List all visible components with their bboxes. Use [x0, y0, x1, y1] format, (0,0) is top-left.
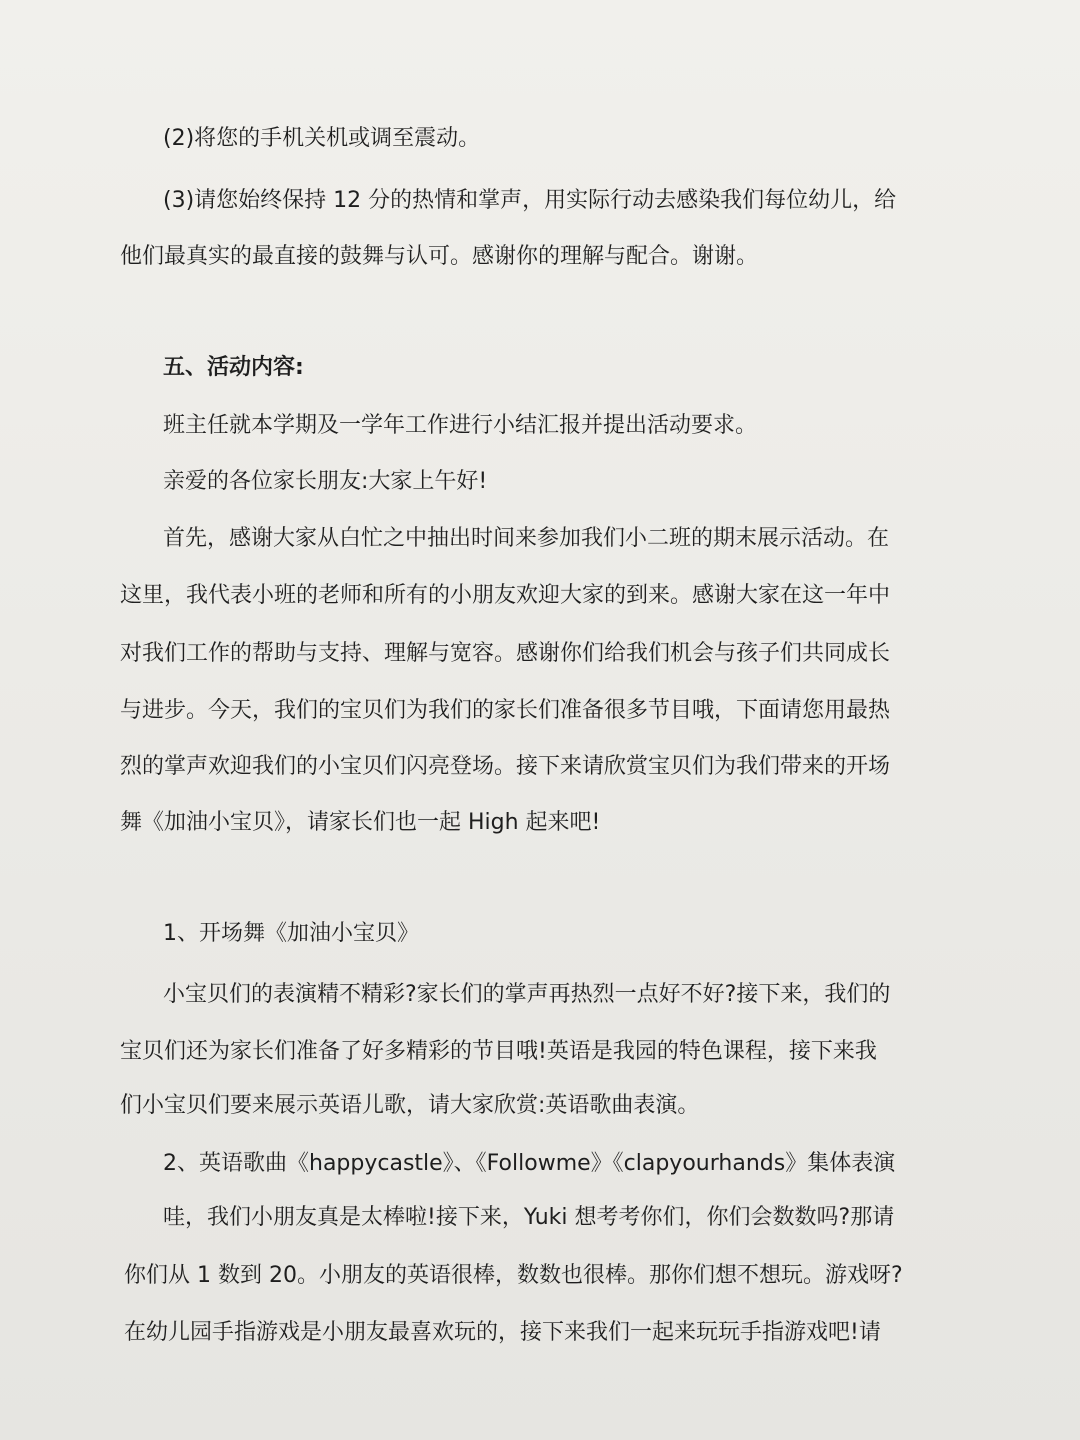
text-line: 宝贝们还为家长们准备了好多精彩的节目哦!英语是我园的特色课程，接下来我 [120, 1039, 877, 1064]
text-line: 烈的掌声欢迎我们的小宝贝们闪亮登场。接下来请欣赏宝贝们为我们带来的开场 [120, 754, 891, 779]
text-line: 们小宝贝们要来展示英语儿歌，请大家欣赏:英语歌曲表演。 [120, 1093, 700, 1118]
text-line: 与进步。今天，我们的宝贝们为我们的家长们准备很多节目哦，下面请您用最热 [120, 698, 891, 723]
text-line: (3)请您始终保持 12 分的热情和掌声，用实际行动去感染我们每位幼儿，给 [163, 188, 897, 213]
item-heading: 1、开场舞《加油小宝贝》 [163, 921, 419, 946]
section-heading: 五、活动内容: [163, 355, 304, 380]
text-line: 对我们工作的帮助与支持、理解与宽容。感谢你们给我们机会与孩子们共同成长 [120, 641, 891, 666]
text-line: 哇，我们小朋友真是太棒啦!接下来，Yuki 想考考你们，你们会数数吗?那请 [163, 1205, 895, 1230]
text-line: 这里，我代表小班的老师和所有的小朋友欢迎大家的到来。感谢大家在这一年中 [120, 583, 891, 608]
text-line: 亲爱的各位家长朋友:大家上午好! [163, 469, 488, 494]
text-line: 在幼儿园手指游戏是小朋友最喜欢玩的，接下来我们一起来玩玩手指游戏吧!请 [124, 1320, 881, 1345]
item-heading: 2、英语歌曲《happycastle》、《Followme》《clapyourhands》集体表演 [163, 1151, 896, 1176]
text-line: 你们从 1 数到 20。小朋友的英语很棒，数数也很棒。那你们想不想玩。游戏呀? [124, 1263, 903, 1288]
text-line: 他们最真实的最直接的鼓舞与认可。感谢你的理解与配合。谢谢。 [120, 244, 759, 269]
text-line: 班主任就本学期及一学年工作进行小结汇报并提出活动要求。 [163, 413, 758, 438]
text-line: 小宝贝们的表演精不精彩?家长们的掌声再热烈一点好不好?接下来，我们的 [163, 982, 891, 1007]
text-line: (2)将您的手机关机或调至震动。 [163, 126, 481, 151]
text-line: 舞《加油小宝贝》，请家长们也一起 High 起来吧! [120, 810, 601, 835]
text-line: 首先，感谢大家从白忙之中抽出时间来参加我们小二班的期末展示活动。在 [163, 526, 890, 551]
